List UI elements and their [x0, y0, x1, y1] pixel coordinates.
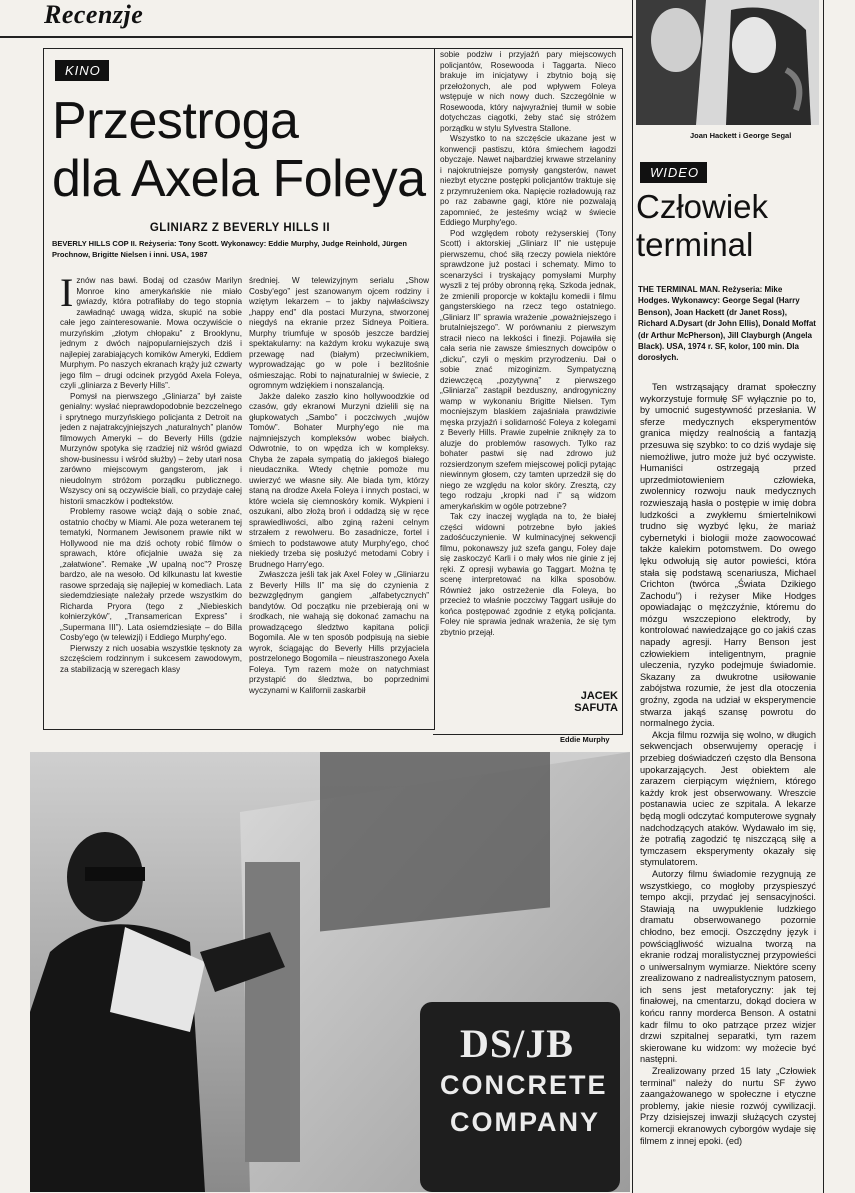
wideo-tag: WIDEO: [640, 162, 707, 183]
kino-author: [520, 690, 618, 714]
kino-paragraph: Pierwszy z nich uosabia wszystkie tęsknoty za szczęściem rodzinnym i sukcesem zawodowym, za stabilizacją w szeregach klasy: [60, 643, 242, 674]
drop-cap: I: [60, 276, 74, 315]
kino-paragraph: średniej. W telewizyjnym serialu „Show Cosby'ego” jest szanowanym ojcem rodziny i wziętym lekarzem – to jakby najwłaściwszy „happy end” dla postaci Murzyna, stworzonej niegdyś na ekranie przez Sidneya Poitiera. Murphy triumfuje w sposób jeszcze bardziej spektakularny: na każdym kroku wykazuje swą przewagę nad (białym) przeciwnikiem, wyprowadzając go w pole i bezlitośnie ośmieszając. Robi to najnaturalniej w świecie, z ogromnym wdziękiem i nonszalancją.: [249, 276, 429, 390]
wideo-photo-caption: Joan Hackett i George Segal: [690, 131, 792, 140]
kino-paragraph: Pod względem roboty reżyserskiej (Tony Scott) i aktorskiej „Gliniarz II” nie ustępuje pierwszemu, choć siłą rzeczy powiela niektóre sprawdzone już postaci i schematy. Mimo to scenarzyści i tryskający pomysłami Murphy wyszli z tej próby obronną ręką. Szkoda jednak, że zmienili proporcje w koktajlu komedii i filmu gangsterskiego na rzecz tego ostatniego. „Gliniarz II” sprawia wrażenie „poważniejszego i brutalniejszego”. W porównaniu z pierwszym stracił nieco na lekkości i finezji. Pojawiła się cała seria nie zawsze śmiesznych dowcipów o „dicku”, czyli o męskim przyrodzeniu. Dał o sobie znać mizoginizm. Sympatyczną dziewczęcą „pozytywną” z pierwszego „Gliniarza” zastąpił bezduszny, androgyniczny wamp w wykonaniu Brigitte Nielsen. Tym mocniejszym blaskiem zajaśniała prawdziwie męska przyjaźń i solidarność Foleya z kolegami z Beverly Hills. Prawie zupełnie zniknęły za to aluzje do problemów rasowych. Tylko raz bohater pastwi się nad zdrowo już rozsierdzonym szefem miejscowej policji pytając niewinnym głosem, czy tamten uprzedził się do niego ze względu na kolor skóry. Zresztą, czy tego rodzaju „kropki nad i” są widzom amerykańskim w ogóle potrzebne?: [440, 228, 616, 511]
kino-headline: [52, 92, 432, 208]
wideo-headline-line2: terminal: [636, 226, 754, 263]
wideo-credits: THE TERMINAL MAN. Reżyseria: Mike Hodges. Wykonawcy: George Segal (Harry Benson), Joan Hackett (dr Janet Ross), Richard A.Dysart (dr John Ellis), Donald Moffat (dr Arthur McPherson), Jill Clayburgh (Angela Black). USA, 1974 r. SF, kolor, 100 min. Dla dorosłych.: [638, 285, 816, 363]
truck-text-concrete: CONCRETE: [440, 1070, 608, 1100]
kino-tag: KINO: [55, 60, 109, 81]
kino-paragraph: sobie podziw i przyjaźń pary miejscowych policjantów, Rosewooda i Taggarta. Nieco brakuje im inicjatywy i zbytnio boją się przełożonych, ale pod wpływem Foleya wstępuje w nich nowy duch. Szczególnie w Rosewooda, który najwyraźniej tłumił w sobie dotychczas ciągotki, żeby stać się stróżem porządku w stylu Sylvestra Stallone.: [440, 50, 616, 133]
kino-headline-line1: Przestroga: [52, 92, 299, 150]
kino-paragraph: znów nas bawi. Bodaj od czasów Marilyn Monroe kino amerykańskie nie miało gwiazdy, która potrafiłaby do tego stopnia zawładnąć uwagą widza, skupić na sobie całe jego zainteresowanie. Mowa oczywiście o murzyńskim „złotym chłopaku” z Brooklynu, jednym z dwóch najpopularniejszych dziś i najlepiej zarabiających komików Ameryki, Eddiem Murphym. Po naszych ekranach krąży już czwarty jego film – drugi odcinek przygód Axela Foleya, czyli „gliniarza z Beverly Hills”.: [60, 276, 242, 390]
kino-paragraph: Jakże daleko zaszło kino hollywoodzkie od czasów, gdy ekranowi Murzyni dzielili się na głupkowatych „Sambo” i poczciwych „wujów Tomów”. Bohater Murphy'ego nie ma najmniejszych kompleksów wobec białych. Odwrotnie, to on wpędza ich w kompleksy. Chyba że zapała sympatią do jakiegoś białego nieudacznika. Wtedy chętnie pomoże mu uwierzyć we własne siły. Ale biada tym, którzy staną na drodze Axela Foleya i innych postaci, w które wciela się ciemnoskóry komik. Wykpieni i oszukani, albo złożą broń i oddadzą się w ręce sprawiedliwości, albo zginą rażeni celnym strzałem z rewolweru. Bo zasadnicze, fortel i śmiech to podstawowe atuty Murphy'ego, choć niekiedy trzeba się posłużyć metodami Cobry i Brudnego Harry'ego.: [249, 391, 429, 569]
kino-headline-line2: dla Axela Foleya: [52, 150, 426, 208]
wideo-paragraph: Akcja filmu rozwija się wolno, w długich sekwencjach obserwujemy operację i przebieg doświadczeń często dla Bensona upokarzających. Jest obiektem ale zarazem cierpiącym więźniem, którego każdy krok jest obserwowany. Wreszcie postanawia uciec ze szpitala. A lekarze będą mogli odczytać komputerowe sygnały nadchodzących ataków. Wydawało im się, że potrafią zagodzić tę niszczącą siłę a tymczasem eksperymenty okazały się stymulatorem.: [640, 729, 816, 868]
wideo-body: [640, 382, 816, 1152]
kino-credits: BEVERLY HILLS COP II. Reżyseria: Tony Scott. Wykonawcy: Eddie Murphy, Judge Reinhold, Jürgen Prochnow, Brigitte Nielsen i inni. USA, 1987: [52, 239, 407, 259]
wideo-headline-line1: Człowiek: [636, 188, 769, 225]
author-last-name: SAFUTA: [574, 702, 618, 714]
wideo-paragraph: Autorzy filmu świadomie rezygnują ze wszystkiego, co mogłoby przyspieszyć tempo akcji, przydać jej sensacyjności. Stawiają na uwypuklenie ludzkiego dramatu obserwowanego pozornie chłodno, bez emocji. Oszczędny język i powściągliwość wizualna tworzą na ekranie rodzaj moralistycznej przypowieści o uniwersalnym wymiarze. Niektóre sceny zrealizowano z nadrealistycznym patosem, ich sens jest metaforyczny: jak tej finałowej, na cmentarzu, dokąd dociera w końcu ranny morderca Benson. A ostatni kadr filmu to oko patrzące przez wizjer drzwi szpitalnej separatki, tym razem skierowane ku widzom: wy możecie być następni.: [640, 868, 816, 1065]
hackett-segal-photo: [636, 0, 819, 125]
kino-column-2: [249, 276, 429, 722]
photo-illustration: [636, 0, 819, 125]
kino-subtitle: GLINIARZ Z BEVERLY HILLS II: [149, 222, 331, 234]
kino-column-3: [440, 50, 616, 665]
kino-photo-caption: Eddie Murphy: [560, 735, 610, 744]
kino-paragraph: Zwłaszcza jeśli tak jak Axel Foley w „Gliniarzu z Beverly Hills II” ma się do czynienia z bezwzględnym gangiem „alfabetycznych” bandytów. Od początku nie przebierają oni w środkach, nie wahają się dokonać zamachu na prowadzącego śledztwo kapitana policji Bogomila. Ale w ten sposób podpisują na siebie wyrok, ściągając do Beverly Hills przyjaciela postrzelonego Bogomila – nieustraszonego Axela Foleya. Tym razem może on natychmiast przystąpić do śledztwa, bo poprzednimi wyczynami w Kalifornii zaskarbił: [249, 570, 429, 695]
section-label: Recenzje: [44, 0, 144, 29]
wideo-paragraph: Ten wstrząsający dramat społeczny wykorzystuje formułę SF wyłącznie po to, by umocnić sugestywność przesłania. W sferze medycznych eksperymentów granica między realnością a fantazją przesuwa się szybko: to co dziś wydaje się niemożliwe, jutro może już być oczywiste. Humaniści ostrzegają przed uprzedmiotowieniem człowieka, zwolennicy rozwoju nauk medycznych rozwieszają hasła o postępie w imię dobra ludzkości a zwykłemu śmiertelnikowi trudno się wyzbyć lęku, że mariaż cybernetyki i biologii może zaowocować także kalekim potomstwem. Do owego lęku odwołują się autor powieści, która stała się podstawą scenariusza, Michael Crichton (twórca „Świata Dzikiego Zachodu”) i reżyser Mike Hodges opowiadając o mężczyźnie, któremu do mózgu wszczepiono elektrody, by kontrolować nawiedzające go co jakiś czas napady agresji. Harry Benson jest człowiekiem inteligentnym, pragnie uleczenia, ryzyko podejmuje świadomie. Skazany za dwukrotne usiłowanie zabójstwa rozumie, że jest dla otoczenia groźny, zgoda na udział w eksperymencie stwarza jakąś szansę powrotu do normalnego życia.: [640, 382, 816, 729]
truck-text-company: COMPANY: [450, 1107, 601, 1137]
kino-paragraph: Pomysł na pierwszego „Gliniarza” był zaiste genialny: wysłać nieprawdopodobnie bezczelnego i sprytnego murzyńskiego policjanta z Detroit na jeden z najatrakcyjniejszych „naturalnych” planów filmowych Ameryki – do Beverly Hills (gdzie Murzynów spotyka się rzadziej niż wśród gwiazd show-businessu i wśród służby) – żeby utarł nosa zarówno miejscowym gangsterom, jak i nieudolnym stróżom porządku publicznego. Wszyscy oni są oczywiście biali, co przydaje całej historii smaczków i podtekstów.: [60, 391, 242, 506]
author-first-name: JACEK: [580, 690, 618, 702]
wideo-headline: [636, 188, 818, 264]
truck-logo: DS/JB: [460, 1021, 574, 1066]
kino-paragraph: Problemy rasowe wciąż dają o sobie znać, ostatnio choćby w Miami. Ale poza weteranem tej tematyki, Normanem Jewisonem prawie nikt w Hollywood nie ma dziś ochoty robić filmów o sprawach, które oficjalnie uważa się za „załatwione”. Remake „W upalną noc”? Proszę bardzo, ale na wesoło. Od kilkunastu lat kwestie rasowe sprzedają się najlepiej w komediach. Lata siedemdziesiąte należały przede wszystkim do Richarda Pryora (tego z „Niebieskich kołnierzyków”, „Transamerican Express” i „Supermana III”). Lata osiemdziesiąte – do Billa Cosby'ego (w telewizji) i Eddiego Murphy'ego.: [60, 507, 242, 642]
eddie-murphy-photo: [30, 752, 630, 1192]
kino-paragraph: Wszystko to na szczęście ukazane jest w konwencji pastiszu, która śmiechem łagodzi obyczaje. Nawet najbardziej krwawe strzelaniny i najokrutniejsze pomysły gangsterów, nawet niezbyt etyczne postępki policjantów traktuje się z przymrużeniem oka. Napięcie rozładowują raz po raz zabawne gagi, które nie pozwalają zapomnieć, że jesteśmy wciąż w świecie Eddiego Murphy'ego.: [440, 134, 616, 227]
header-rule: [0, 36, 632, 38]
kino-column-1: [60, 276, 242, 722]
wideo-paragraph: Zrealizowany przed 15 laty „Człowiek terminal” należy do nurtu SF żywo zaangażowanego w społeczne i etyczne problemy, jakie niesie rozwój cywilizacji. Przy dzisiejszej inwazji służących czystej komercji ekranowych cyborgów wydaje się filmem z innej epoki. (ed): [640, 1066, 816, 1146]
kino-paragraph: Tak czy inaczej wygląda na to, że białej części widowni potrzebne było jakieś zadośćuczynienie. W kulminacyjnej sekwencji filmu, pokonawszy już szefa gangu, Foley daje się zaskoczyć Karli i o mały włos nie ginie z jej ręki. Z opresji wybawia go Taggart. Można tę scenę interpretować na kilka sposobów. Również jako ostrzeżenie dla Foleya, bo przecież to właśnie poczciwy Taggart usiłuje do końca postępować zgodnie z etyką policjanta. Foley nie sprawia jednak wrażenia, że się tym zbytnio przejął.: [440, 512, 616, 637]
